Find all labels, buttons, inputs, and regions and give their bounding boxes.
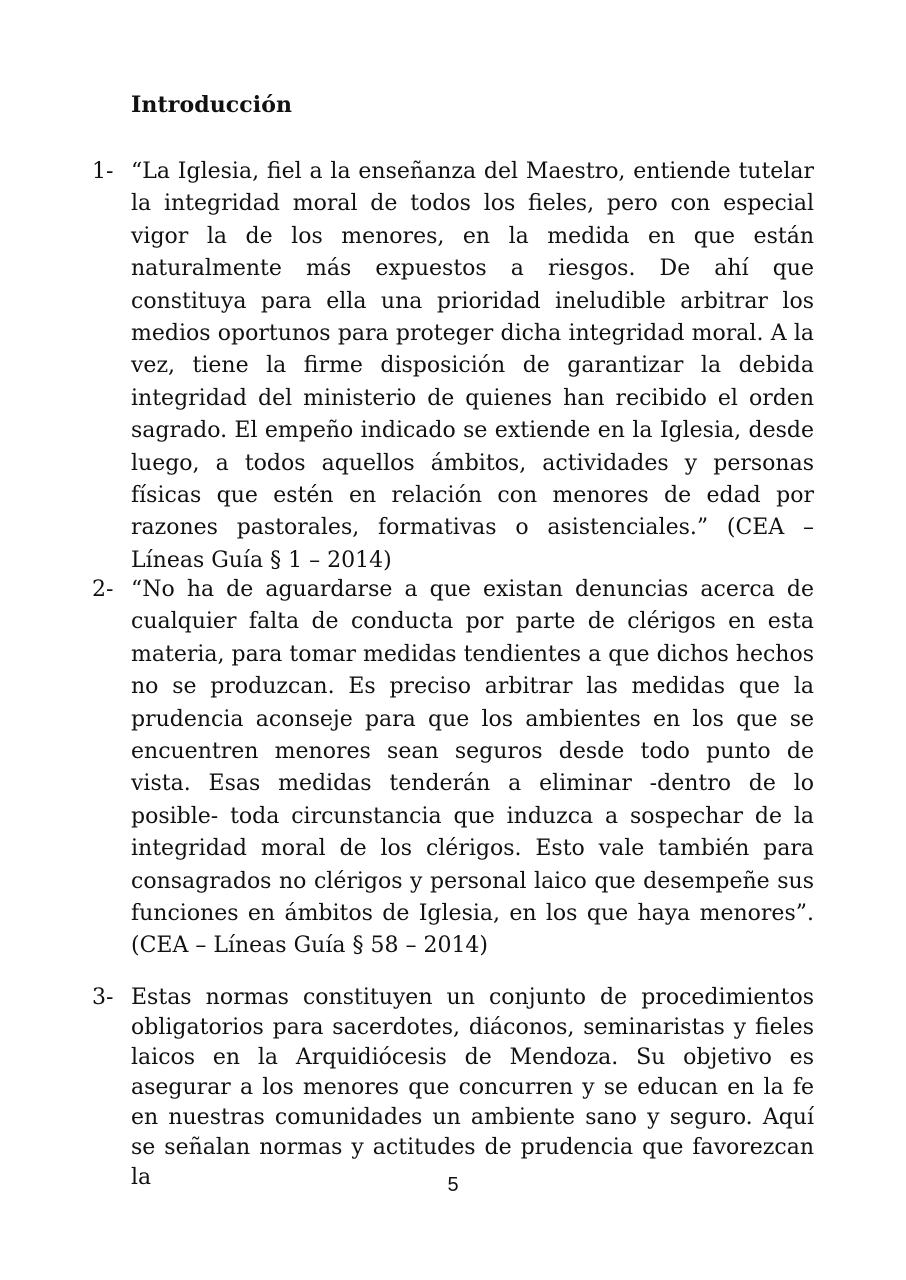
page-number: 5: [447, 1174, 459, 1196]
paragraph-number: 2-: [92, 577, 114, 602]
paragraph-number: 1-: [92, 159, 114, 184]
paragraph-text: Estas normas constituyen un conjunto de procedimientos obligatorios para sacerdotes, diáconos, seminaristas y fieles laicos en la Arquidiócesis de Mendoza. Su objetivo es asegurar a los menores que concurren y se educan en la fe en nuestras comunidades un ambiente sano y seguro. Aquí se señalan normas y actitudes de prudencia que favorezcan la: [131, 985, 814, 1190]
paragraph-text: “No ha de aguardarse a que existan denuncias acerca de cualquier falta de conducta por parte de clérigos en esta materia, para tomar medidas tendientes a que dichos hechos no se produzcan. Es preciso arbitrar las medidas que la prudencia aconseje para que los ambientes en los que se encuentren menores sean seguros desde todo punto de vista. Esas medidas tenderán a eliminar -dentro de lo posible- toda circunstancia que induzca a sospechar de la integridad moral de los clérigos. Esto vale también para consagrados no clérigos y personal laico que desempeñe sus funciones en ámbitos de Iglesia, en los que haya menores”. (CEA – Líneas Guía § 58 – 2014): [131, 577, 814, 959]
paragraph-number: 3-: [92, 985, 114, 1010]
section-heading: Introducción: [131, 92, 293, 118]
paragraph-text: “La Iglesia, fiel a la enseñanza del Maestro, entiende tutelar la integridad moral de todos los fieles, pero con especial vigor la de los menores, en la medida en que están naturalmente más expuestos a riesgos. De ahí que constituya para ella una prioridad ineludible arbitrar los medios oportunos para proteger dicha integridad moral. A la vez, tiene la firme disposición de garantizar la debida integridad del ministerio de quienes han recibido el orden sagrado. El empeño indicado se extiende en la Iglesia, desde luego, a todos aquellos ámbitos, actividades y personas físicas que estén en relación con menores de edad por razones pastorales, formativas o asistenciales.” (CEA – Líneas Guía § 1 – 2014): [131, 159, 814, 573]
